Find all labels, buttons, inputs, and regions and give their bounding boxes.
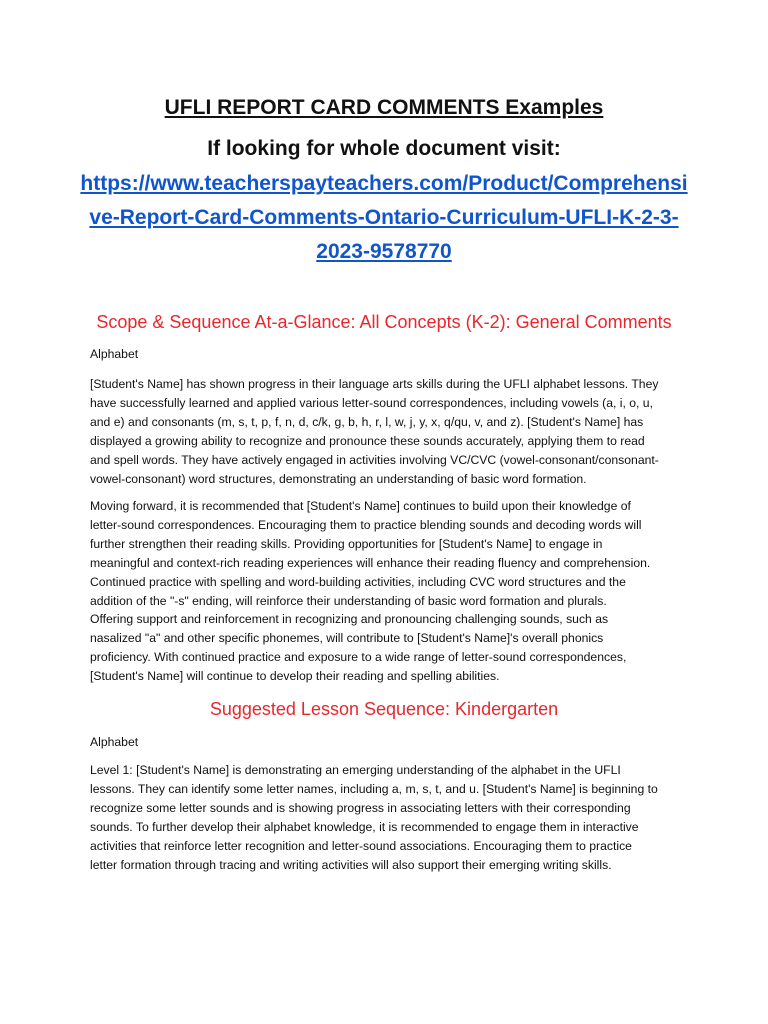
section-label-alphabet: Alphabet <box>90 735 139 749</box>
paragraph-line: have successfully learned and applied various letter-sound correspondences, including vowels (a, i, o, u, <box>90 395 653 410</box>
paragraph-moving-forward <box>90 497 682 686</box>
paragraph-line: [Student's Name] has shown progress in their language arts skills during the UFLI alphabet lessons. They <box>90 377 659 391</box>
paragraph-line: Level 1: [Student's Name] is demonstrating an emerging understanding of the alphabet in the UFLI <box>90 763 621 777</box>
section-label-alphabet: Alphabet <box>90 347 139 361</box>
paragraph-line: displayed a growing ability to recognize and pronounce these sounds accurately, applying them to read <box>90 433 645 448</box>
paragraph-line: Moving forward, it is recommended that [Student's Name] continues to build upon their knowledge of <box>90 499 631 513</box>
paragraph-line: and spell words. They have actively engaged in activities involving VC/CVC (vowel-consonant/consonant- <box>90 452 659 467</box>
document-title: UFLI REPORT CARD COMMENTS Examples <box>164 96 604 119</box>
product-link[interactable] <box>60 167 708 269</box>
paragraph-line: letter formation through tracing and writing activities will also support their emerging writing skills. <box>90 857 612 872</box>
product-link-line[interactable]: ve-Report-Card-Comments-Ontario-Curriculum-UFLI-K-2-3- <box>89 206 679 229</box>
paragraph-line: activities that reinforce letter recognition and letter-sound associations. Encouraging them to practice <box>90 838 632 853</box>
paragraph-line: Offering support and reinforcement in recognizing and pronouncing challenging sounds, such as <box>90 612 609 627</box>
paragraph-line: proficiency. With continued practice and exposure to a wide range of letter-sound correspondences, <box>90 650 627 665</box>
paragraph-progress <box>90 375 682 488</box>
section-heading-kindergarten: Suggested Lesson Sequence: Kindergarten <box>209 699 559 719</box>
paragraph-line: sounds. To further develop their alphabet knowledge, it is recommended to engage them in interactive <box>90 819 639 834</box>
paragraph-line: [Student's Name] will continue to develop their reading and spelling abilities. <box>90 669 500 684</box>
paragraph-line: addition of the "-s" ending, will reinforce their understanding of basic word formation and plurals. <box>90 593 607 608</box>
product-link-line[interactable]: https://www.teacherspayteachers.com/Product/Comprehensi <box>80 172 688 195</box>
paragraph-line: further strengthen their reading skills. Providing opportunities for [Student's Name] to engage in <box>90 536 603 551</box>
section-heading-general-comments: Scope & Sequence At-a-Glance: All Concepts (K-2): General Comments <box>96 312 672 332</box>
paragraph-line: lessons. They can identify some letter names, including a, m, s, t, and u. [Student's Name] is beginning to <box>90 781 658 796</box>
product-link-line[interactable]: 2023-9578770 <box>316 240 452 263</box>
paragraph-line: meaningful and context-rich reading experiences will enhance their reading fluency and comprehension. <box>90 555 651 570</box>
paragraph-line: nasalized "a" and other specific phonemes, will contribute to [Student's Name]'s overall phonics <box>90 631 604 646</box>
paragraph-level-1 <box>90 761 682 874</box>
paragraph-line: recognize some letter sounds and is showing progress in associating letters with their corresponding <box>90 800 631 815</box>
paragraph-line: Continued practice with spelling and word-building activities, including CVC word structures and the <box>90 574 626 589</box>
paragraph-line: letter-sound correspondences. Encouraging them to practice blending sounds and decoding words will <box>90 517 642 532</box>
paragraph-line: vowel-consonant) word structures, demonstrating an understanding of basic word formation. <box>90 471 587 486</box>
document-subtitle: If looking for whole document visit: <box>207 137 561 160</box>
paragraph-line: and e) and consonants (m, s, t, p, f, n, d, c/k, g, b, h, r, l, w, j, y, x, q/qu, v, and z). [Student's Name] has <box>90 414 644 429</box>
